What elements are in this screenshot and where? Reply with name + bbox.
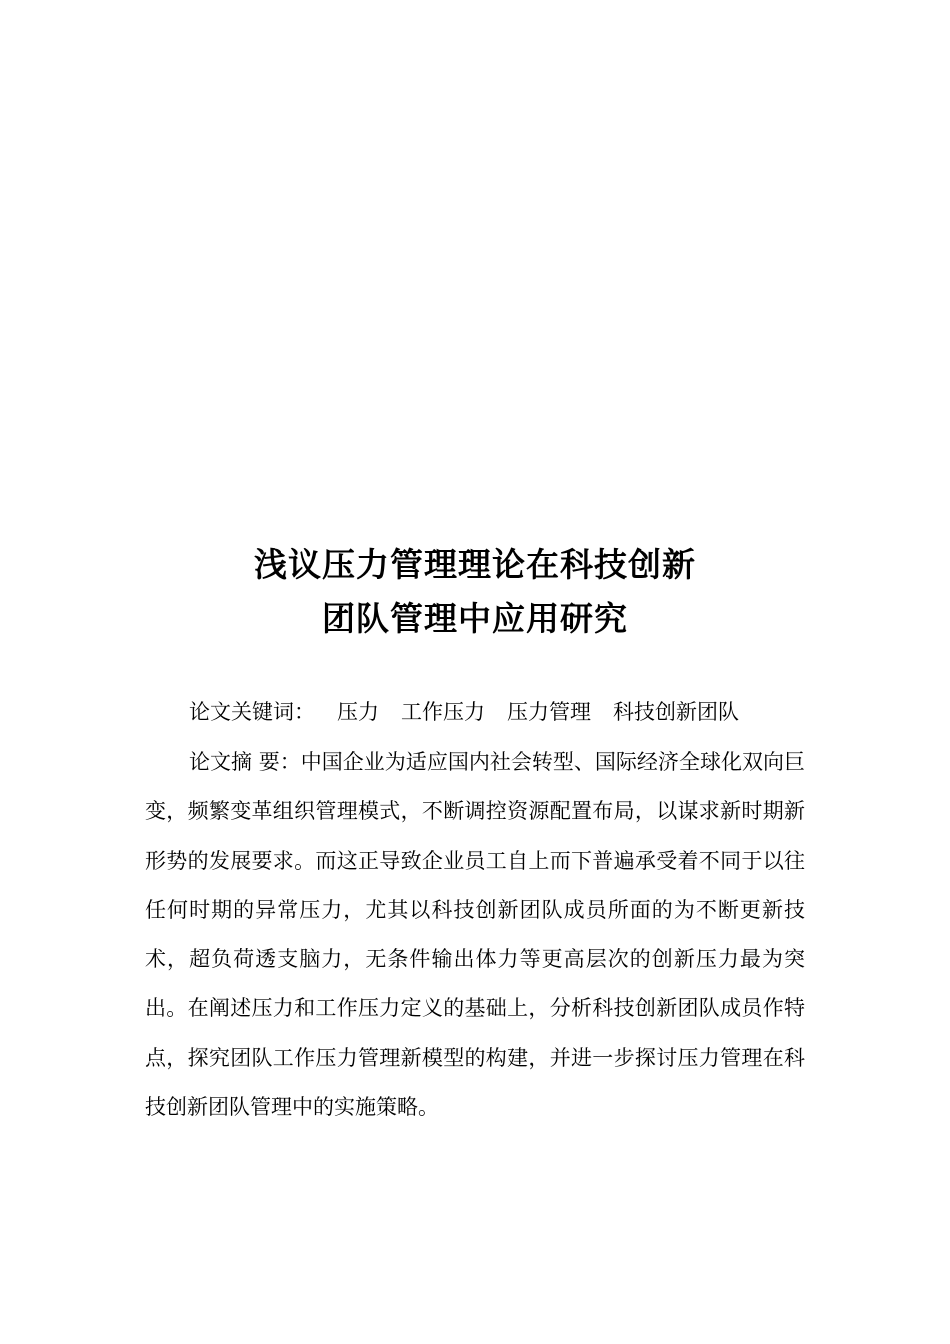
title-line-1: 浅议压力管理理论在科技创新 [254, 545, 696, 584]
abstract-text: 中国企业为适应国内社会转型、国际经济全球化双向巨变，频繁变革组织管理模式，不断调控资源配置布局，以谋求新时期新形势的发展要求。而这正导致企业员工自上而下普遍承受着不同于以往任何时期的异常压力，尤其以科技创新团队成员所面的为不断更新技术，超负荷透支脑力，无条件输出体力等更高层次的创新压力最为突出。在阐述压力和工作压力定义的基础上，分析科技创新团队成员作特点，探究团队工作压力管理新模型的构建，并进一步探讨压力管理在科技创新团队管理中的实施策略。 [145, 750, 805, 1120]
keywords-label: 论文关键词： [189, 700, 315, 724]
document-title [0, 538, 950, 646]
keywords-paragraph [189, 694, 739, 730]
title-line-2: 团队管理中应用研究 [322, 599, 628, 638]
keyword-item: 压力管理 [507, 700, 591, 724]
keyword-item: 工作压力 [401, 700, 485, 724]
abstract-label: 论文摘 要： [189, 750, 301, 774]
keyword-item: 科技创新团队 [613, 700, 739, 724]
abstract-paragraph [145, 738, 805, 1132]
keyword-item: 压力 [337, 700, 379, 724]
